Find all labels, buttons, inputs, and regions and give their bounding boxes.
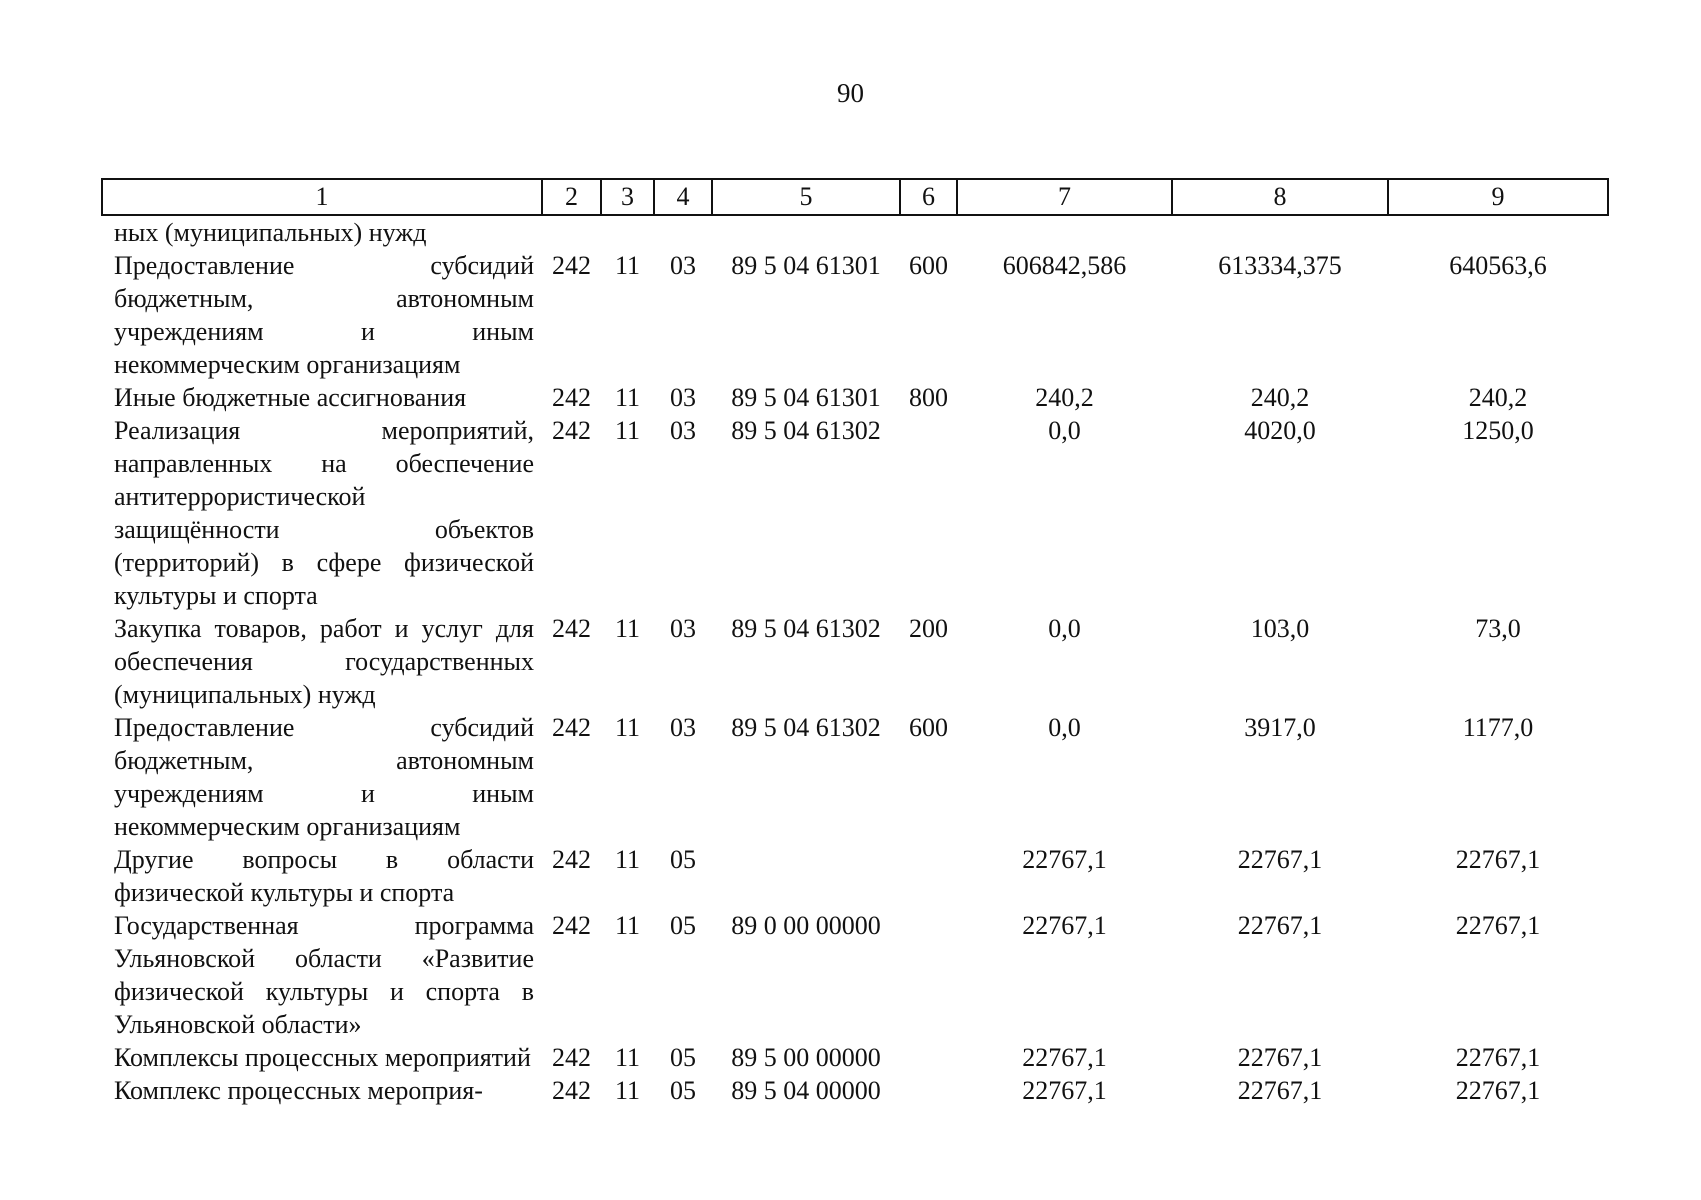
- row-col-6: [900, 1041, 957, 1074]
- header-col-5: 5: [712, 179, 900, 215]
- row-col-7: 22767,1: [1022, 1076, 1107, 1105]
- row-col-5: 89 5 04 61302: [731, 713, 881, 742]
- row-col-4: 03: [670, 713, 696, 742]
- row-col-2: [542, 215, 601, 249]
- row-col-2: 242: [552, 713, 591, 742]
- row-col-2: 242: [552, 416, 591, 445]
- row-col-9: 22767,1: [1455, 1043, 1541, 1072]
- row-col-8: 22767,1: [1237, 911, 1323, 940]
- row-col-7: 0,0: [1048, 713, 1081, 742]
- row-col-6: [900, 1074, 957, 1107]
- row-col-6: [900, 414, 957, 612]
- table-row: [102, 612, 1608, 711]
- row-col-3: [601, 215, 654, 249]
- row-col-9: 240,2: [1468, 383, 1528, 412]
- row-col-5: 89 5 00 00000: [731, 1043, 881, 1072]
- row-col-8: 22767,1: [1237, 1043, 1323, 1072]
- row-col-3: 11: [614, 713, 641, 742]
- row-name: Предоставление субсидий бюджетным, автономным учреждениям и иным некоммерческим организациям: [114, 251, 534, 379]
- table-row: [102, 414, 1608, 612]
- table-row: [102, 909, 1608, 1041]
- row-col-4: 03: [670, 383, 696, 412]
- row-col-3: 11: [614, 416, 641, 445]
- row-col-6: 200: [909, 614, 948, 643]
- header-col-9: 9: [1388, 179, 1608, 215]
- row-col-4: [654, 215, 712, 249]
- row-col-4: 03: [670, 251, 696, 280]
- row-col-8: 3917,0: [1244, 713, 1316, 742]
- row-col-5: 89 0 00 00000: [731, 911, 881, 940]
- row-col-5: 89 5 04 61301: [731, 251, 881, 280]
- row-col-5: 89 5 04 00000: [731, 1076, 881, 1105]
- table-row: [102, 381, 1608, 414]
- row-col-9: 22767,1: [1455, 845, 1541, 874]
- row-name: Комплексы процессных мероприятий: [114, 1043, 531, 1072]
- row-col-7: 606842,586: [1002, 251, 1127, 280]
- row-col-8: 22767,1: [1237, 1076, 1323, 1105]
- row-col-4: 03: [670, 614, 696, 643]
- row-col-8: 22767,1: [1237, 845, 1323, 874]
- row-col-7: 0,0: [1048, 614, 1081, 643]
- row-col-2: 242: [552, 1076, 591, 1105]
- header-col-1: 1: [102, 179, 542, 215]
- row-col-3: 11: [614, 845, 641, 874]
- row-col-5: [712, 215, 900, 249]
- row-col-7: 0,0: [1048, 416, 1081, 445]
- row-col-6: [900, 909, 957, 1041]
- row-col-9: 1250,0: [1462, 416, 1534, 445]
- row-col-5: 89 5 04 61302: [731, 416, 881, 445]
- row-col-4: 05: [670, 1043, 696, 1072]
- row-name: Закупка товаров, работ и услуг для обеспечения государственных (муниципальных) нужд: [114, 614, 534, 709]
- row-col-8: 240,2: [1250, 383, 1310, 412]
- header-col-6: 6: [900, 179, 957, 215]
- row-col-4: 05: [670, 845, 696, 874]
- header-row: [102, 179, 1608, 215]
- row-col-3: 11: [614, 911, 641, 940]
- row-col-8: [1172, 215, 1388, 249]
- row-name: Комплекс процессных мероприя-: [114, 1076, 483, 1105]
- row-col-3: 11: [614, 383, 641, 412]
- row-col-9: 1177,0: [1462, 713, 1534, 742]
- row-col-9: 640563,6: [1449, 251, 1547, 280]
- table-row: [102, 215, 1608, 249]
- row-col-6: 800: [909, 383, 948, 412]
- table-row: [102, 249, 1608, 381]
- row-name: Другие вопросы в области физической культуры и спорта: [114, 845, 534, 907]
- header-col-7: 7: [957, 179, 1172, 215]
- row-name: Реализация мероприятий, направленных на обеспечение антитеррористической защищённости объектов (территорий) в сфере физической культуры и спорта: [114, 416, 534, 610]
- row-col-6: 600: [909, 251, 948, 280]
- row-col-6: [900, 215, 957, 249]
- row-col-4: 05: [670, 911, 696, 940]
- row-col-8: 103,0: [1250, 614, 1310, 643]
- row-col-3: 11: [614, 251, 641, 280]
- row-col-2: 242: [552, 383, 591, 412]
- row-col-5: 89 5 04 61301: [731, 383, 881, 412]
- row-col-6: 600: [909, 713, 948, 742]
- table-row: [102, 1041, 1608, 1074]
- row-col-2: 242: [552, 911, 591, 940]
- row-col-2: 242: [552, 614, 591, 643]
- row-col-8: 613334,375: [1218, 251, 1342, 280]
- table-row: [102, 711, 1608, 843]
- row-name: Иные бюджетные ассигнования: [114, 383, 467, 412]
- row-col-2: 242: [552, 1043, 591, 1072]
- row-col-9: [1388, 215, 1608, 249]
- row-name: Государственная программа Ульяновской области «Развитие физической культуры и спорта в Ульяновской области»: [114, 911, 534, 1039]
- header-col-8: 8: [1172, 179, 1388, 215]
- row-col-7: 22767,1: [1022, 1043, 1107, 1072]
- table-row: [102, 1074, 1608, 1107]
- row-col-7: 22767,1: [1022, 845, 1107, 874]
- row-col-2: 242: [552, 845, 591, 874]
- row-col-9: 22767,1: [1455, 1076, 1541, 1105]
- row-col-7: 22767,1: [1022, 911, 1107, 940]
- row-name: Предоставление субсидий бюджетным, автономным учреждениям и иным некоммерческим организациям: [114, 713, 534, 841]
- row-col-4: 05: [670, 1076, 696, 1105]
- row-col-5: [712, 843, 900, 909]
- row-name: ных (муниципальных) нужд: [114, 218, 427, 247]
- header-col-2: 2: [542, 179, 601, 215]
- row-col-7: [957, 215, 1172, 249]
- row-col-3: 11: [614, 1043, 641, 1072]
- row-col-2: 242: [552, 251, 591, 280]
- row-col-3: 11: [614, 614, 641, 643]
- row-col-5: 89 5 04 61302: [731, 614, 881, 643]
- row-col-9: 73,0: [1475, 614, 1521, 643]
- row-col-4: 03: [670, 416, 696, 445]
- budget-table: [101, 178, 1609, 1107]
- row-col-9: 22767,1: [1455, 911, 1541, 940]
- page-number: 90: [837, 78, 864, 108]
- row-col-3: 11: [614, 1076, 641, 1105]
- header-col-4: 4: [654, 179, 712, 215]
- table-row: [102, 843, 1608, 909]
- row-col-6: [900, 843, 957, 909]
- header-col-3: 3: [601, 179, 654, 215]
- row-col-7: 240,2: [1035, 383, 1094, 412]
- row-col-8: 4020,0: [1244, 416, 1316, 445]
